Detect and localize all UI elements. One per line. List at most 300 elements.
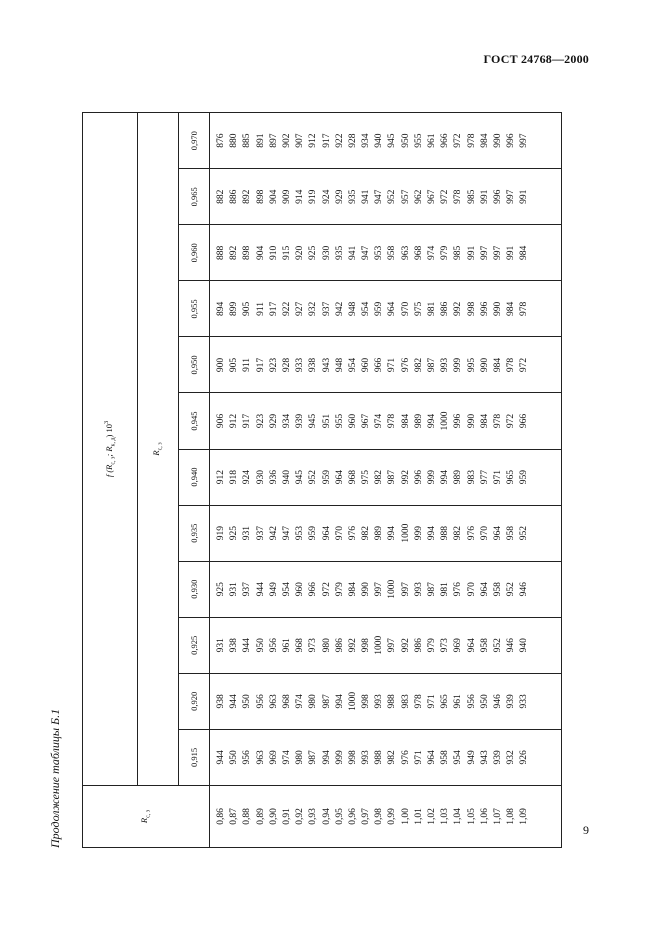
standard-number: ГОСТ 24768—2000 [483, 52, 589, 66]
row-label: 0,92 [295, 808, 306, 825]
table-cell-value: 968 [347, 469, 358, 485]
table-cell-value: 989 [453, 469, 464, 485]
table-cell-value: 912 [216, 469, 226, 485]
table-cell-value: 958 [506, 526, 517, 541]
table-cell-value: 998 [361, 638, 372, 653]
table-cell-value: 943 [479, 750, 490, 765]
row-label: 0,89 [255, 808, 266, 825]
column-header: 0,965 [179, 169, 210, 225]
table-cell-value: 963 [268, 694, 279, 709]
table-cell-value: 987 [308, 750, 319, 765]
table-cell-value: 958 [387, 245, 398, 260]
table-cell-value: 966 [519, 413, 530, 429]
table-cell-value: 917 [321, 133, 332, 148]
table-cell-value: 978 [453, 189, 464, 204]
table-cell-value: 986 [413, 638, 424, 653]
table-cell-value: 982 [361, 526, 372, 541]
table-cell-value: 973 [440, 638, 451, 653]
table-cell-value: 952 [506, 582, 517, 597]
table-cell-value: 917 [242, 413, 253, 429]
table-cell-value: 975 [413, 301, 424, 317]
table-cell-value: 991 [479, 189, 490, 204]
table-cell-value: 972 [506, 413, 517, 429]
table-cell-value: 912 [229, 413, 240, 429]
table-cell-value: 892 [229, 245, 240, 260]
row-label: 0,86 [216, 808, 226, 825]
table-cell-value: 970 [466, 582, 477, 597]
table-cell-value: 980 [295, 750, 306, 765]
table-cell-value: 947 [374, 189, 385, 204]
table-cell-value: 919 [216, 526, 226, 541]
table-cell-value: 987 [427, 357, 437, 373]
table-cell-value: 909 [281, 189, 292, 204]
table-cell-value: 966 [440, 133, 451, 148]
table-cell-value: 974 [374, 413, 385, 429]
table-cell-value: 937 [321, 301, 332, 317]
table-cell-value: 915 [281, 245, 292, 260]
table-cell-value: 946 [506, 638, 517, 653]
table-cell-value: 964 [466, 638, 477, 653]
table-cell-value: 926 [519, 750, 530, 765]
table-cell-value: 984 [492, 357, 503, 373]
table-cell-value: 976 [347, 526, 358, 541]
table-caption: Продолжение таблицы Б.1 [48, 708, 62, 848]
table-cell-value: 972 [321, 582, 332, 597]
table-cell-value: 938 [216, 694, 226, 709]
row-label: 1,07 [492, 808, 503, 825]
table-cell-value: 956 [268, 638, 279, 653]
table-cell-value: 974 [427, 245, 437, 260]
table-cell-value: 1000 [400, 523, 411, 543]
table-cell-value: 946 [519, 582, 530, 597]
row-label: 1,09 [519, 808, 530, 825]
row-label: 0,95 [334, 808, 345, 825]
table-cell-value: 970 [334, 526, 345, 541]
table-cell-value: 978 [506, 357, 517, 373]
table-cell-value: 931 [229, 582, 240, 597]
value-column-cell [210, 393, 562, 449]
table-cell-value: 989 [413, 413, 424, 429]
table-cell-value: 991 [519, 189, 530, 204]
row-label: 1,01 [413, 808, 424, 825]
row-label: 0,91 [281, 808, 292, 825]
row-label: 0,96 [347, 808, 358, 825]
table-cell-value: 886 [229, 189, 240, 204]
table-cell-value: 988 [374, 750, 385, 765]
table-cell-value: 930 [255, 469, 266, 485]
table-cell-value: 981 [427, 301, 437, 317]
value-column-cell [210, 617, 562, 673]
table-cell-value: 944 [216, 750, 226, 765]
table-cell-value: 892 [242, 189, 253, 204]
value-column-cell [210, 225, 562, 281]
table-cell-value: 972 [440, 189, 451, 204]
table-cell-value: 993 [413, 582, 424, 597]
row-label: 0,88 [242, 808, 253, 825]
row-header-cell: $R_{c, з}$ [83, 785, 210, 847]
table-cell-value: 937 [255, 526, 266, 541]
table-cell-value: 979 [334, 582, 345, 597]
table-cell-value: 994 [427, 413, 437, 429]
table-cell-value: 984 [479, 133, 490, 148]
value-column-cell [210, 449, 562, 505]
table-cell-value: 964 [387, 301, 398, 317]
table-cell-value: 996 [506, 133, 517, 148]
table-cell-value: 953 [374, 245, 385, 260]
table-cell-value: 978 [492, 413, 503, 429]
table-cell-value: 984 [347, 582, 358, 597]
table-cell-value: 997 [506, 189, 517, 204]
table-cell-value: 996 [492, 189, 503, 204]
table-cell-value: 987 [321, 694, 332, 709]
table-cell-value: 929 [268, 413, 279, 429]
table-cell-value: 947 [361, 245, 372, 260]
table-cell-value: 964 [427, 750, 437, 765]
table-cell-value: 997 [400, 582, 411, 597]
table-cell-value: 956 [242, 750, 253, 765]
table-cell-value: 968 [281, 694, 292, 709]
table-cell-value: 924 [242, 469, 253, 485]
table-cell-value: 959 [308, 526, 319, 541]
table-cell-value: 944 [229, 694, 240, 709]
table-cell-value: 936 [268, 469, 279, 485]
table-cell-value: 958 [492, 582, 503, 597]
function-header: f ($R_{c, з}$; $R_{к, д}$) $10^3$ [83, 113, 138, 786]
table-cell-value: 971 [427, 694, 437, 709]
table-cell-value: 997 [519, 133, 530, 148]
value-column-cell [210, 561, 562, 617]
table-cell-value: 983 [466, 469, 477, 485]
table-cell-value: 997 [479, 245, 490, 260]
table-cell-value: 950 [400, 133, 411, 148]
table-cell-value: 982 [453, 526, 464, 541]
table-cell-value: 987 [427, 582, 437, 597]
table-cell-value: 984 [519, 245, 530, 260]
table-cell-value: 990 [479, 357, 490, 373]
table-cell-value: 998 [347, 750, 358, 765]
table-cell-value: 964 [334, 469, 345, 485]
table-cell-value: 965 [506, 469, 517, 485]
page-number: 9 [583, 823, 589, 837]
table-cell-value: 964 [479, 582, 490, 597]
table-cell-value: 996 [453, 413, 464, 429]
table-cell-value: 945 [308, 413, 319, 429]
table-cell-value: 976 [453, 582, 464, 597]
row-label: 0,87 [229, 808, 240, 825]
table-cell-value: 966 [374, 357, 385, 373]
table-cell-value: 978 [466, 133, 477, 148]
table-cell-value: 984 [479, 413, 490, 429]
table-cell-value: 928 [347, 133, 358, 148]
table-cell-value: 961 [427, 133, 437, 148]
table-cell-value: 971 [387, 357, 398, 373]
table-cell-value: 939 [492, 750, 503, 765]
table-cell-value: 942 [268, 526, 279, 541]
table-cell-value: 965 [440, 694, 451, 709]
table-cell-value: 923 [268, 357, 279, 373]
table-cell-value: 980 [308, 694, 319, 709]
table-cell-value: 935 [334, 245, 345, 260]
table-cell-value: 956 [255, 694, 266, 709]
table-cell-value: 958 [440, 750, 451, 765]
table-cell-value: 939 [506, 694, 517, 709]
table-cell-value: 950 [242, 694, 253, 709]
table-cell-value: 981 [440, 582, 451, 597]
table-cell-value: 970 [400, 301, 411, 317]
value-column-cell [210, 337, 562, 393]
row-label: 1,02 [427, 808, 437, 825]
table-cell-value: 982 [374, 469, 385, 485]
table-cell-value: 1000 [440, 411, 451, 431]
table-cell-value: 958 [479, 638, 490, 653]
row-labels-cell [210, 785, 562, 847]
table-cell-value: 911 [255, 301, 266, 316]
table-cell-value: 976 [400, 357, 411, 373]
table-cell-value: 919 [308, 189, 319, 204]
table-cell-value: 905 [229, 357, 240, 373]
table-cell-value: 960 [361, 357, 372, 373]
table-cell-value: 973 [308, 638, 319, 653]
row-label: 1,04 [453, 808, 464, 825]
column-header: 0,950 [179, 337, 210, 393]
table-cell-value: 969 [453, 638, 464, 653]
table-cell-value: 984 [400, 413, 411, 429]
column-header: 0,960 [179, 225, 210, 281]
table-cell-value: 987 [387, 469, 398, 485]
table-cell-value: 898 [242, 245, 253, 260]
row-label: 0,94 [321, 808, 332, 825]
table-cell-value: 969 [268, 750, 279, 765]
column-header: 0,930 [179, 561, 210, 617]
row-label: 0,90 [268, 808, 279, 825]
table-cell-value: 951 [321, 413, 332, 429]
table-cell-value: 945 [387, 133, 398, 148]
table-cell-value: 996 [479, 301, 490, 317]
table-cell-value: 934 [361, 133, 372, 148]
table-cell-value: 985 [453, 245, 464, 260]
table-cell-value: 925 [216, 582, 226, 597]
table-cell-value: 953 [295, 526, 306, 541]
table-cell-value: 993 [361, 750, 372, 765]
row-label: 0,98 [374, 808, 385, 825]
table-cell-value: 964 [492, 526, 503, 541]
table-cell-value: 955 [334, 413, 345, 429]
table-cell-value: 960 [347, 413, 358, 429]
table-cell-value: 902 [281, 133, 292, 148]
table-cell-value: 989 [374, 526, 385, 541]
table-cell-value: 992 [400, 469, 411, 485]
table-cell-value: 952 [492, 638, 503, 653]
table-cell-value: 891 [255, 133, 266, 148]
table-cell-value: 946 [492, 694, 503, 709]
table-cell-value: 954 [361, 301, 372, 317]
table-cell-value: 904 [268, 189, 279, 204]
table-cell-value: 939 [295, 413, 306, 429]
table-cell-value: 997 [387, 638, 398, 653]
table-cell-value: 955 [413, 133, 424, 148]
table-cell-value: 933 [519, 694, 530, 709]
row-label: 1,08 [506, 808, 517, 825]
row-label: 1,05 [466, 808, 477, 825]
table-cell-value: 968 [413, 245, 424, 260]
table-cell-value: 914 [295, 189, 306, 204]
table-cell-value: 994 [427, 526, 437, 541]
table-cell-value: 944 [255, 582, 266, 597]
table-cell-value: 885 [242, 133, 253, 148]
table-cell-value: 949 [268, 582, 279, 597]
value-column-cell [210, 169, 562, 225]
table-cell-value: 968 [295, 638, 306, 653]
row-label: 0,97 [361, 808, 372, 825]
table-cell-value: 986 [334, 638, 345, 653]
row-label: 0,99 [387, 808, 398, 825]
table-cell-value: 949 [466, 750, 477, 765]
table-cell-value: 975 [361, 469, 372, 485]
table-cell-value: 994 [387, 526, 398, 541]
table-cell-value: 888 [216, 245, 226, 260]
table-cell-value: 959 [321, 469, 332, 485]
table-cell-value: 950 [229, 750, 240, 765]
row-label: 1,03 [440, 808, 451, 825]
table-cell-value: 907 [295, 133, 306, 148]
value-column-cell [210, 673, 562, 729]
table-cell-value: 941 [361, 189, 372, 204]
table-cell-value: 954 [453, 750, 464, 765]
table-cell-value: 990 [361, 582, 372, 597]
column-header: 0,920 [179, 673, 210, 729]
column-group-header: $R_{c, з}$ [138, 113, 179, 786]
table-cell-value: 991 [506, 245, 517, 260]
table-cell-value: 956 [466, 694, 477, 709]
table-cell-value: 927 [295, 301, 306, 317]
table-cell-value: 971 [413, 750, 424, 765]
table-cell-value: 996 [413, 469, 424, 485]
table-cell-value: 992 [400, 638, 411, 653]
table-cell-value: 897 [268, 133, 279, 148]
table-cell-value: 900 [216, 357, 226, 373]
table-cell-value: 982 [387, 750, 398, 765]
row-label: 1,06 [479, 808, 490, 825]
table-cell-value: 945 [295, 469, 306, 485]
table-cell-value: 948 [347, 301, 358, 317]
data-table [82, 112, 562, 848]
table-cell-value: 961 [453, 694, 464, 709]
table-cell-value: 924 [321, 189, 332, 204]
table-cell-value: 978 [413, 694, 424, 709]
table-cell-value: 967 [427, 189, 437, 204]
table-cell-value: 905 [242, 301, 253, 317]
table-cell-value: 967 [361, 413, 372, 429]
table-cell-value: 990 [466, 413, 477, 429]
table-cell-value: 922 [281, 301, 292, 317]
table-cell-value: 937 [242, 582, 253, 597]
table-cell-value: 997 [374, 582, 385, 597]
table-cell-value: 952 [308, 469, 319, 485]
table-cell-value: 947 [281, 526, 292, 541]
table-cell-value: 954 [347, 357, 358, 373]
table-cell-value: 982 [413, 357, 424, 373]
table-cell-value: 986 [440, 301, 451, 317]
table-cell-value: 999 [427, 469, 437, 485]
table-cell-value: 1000 [374, 635, 385, 655]
table-cell-value: 948 [334, 357, 345, 373]
rotated-table-container [82, 112, 557, 848]
row-label: 0,93 [308, 808, 319, 825]
table-cell-value: 992 [453, 301, 464, 317]
table-cell-value: 876 [216, 133, 226, 148]
table-cell-value: 950 [255, 638, 266, 653]
table-cell-value: 932 [506, 750, 517, 765]
table-cell-value: 980 [321, 638, 332, 653]
table-cell-value: 964 [321, 526, 332, 541]
table-cell-value: 922 [334, 133, 345, 148]
table-cell-value: 994 [334, 694, 345, 709]
column-header: 0,940 [179, 449, 210, 505]
table-cell-value: 962 [413, 189, 424, 204]
table-cell-value: 998 [361, 694, 372, 709]
table-cell-value: 979 [427, 638, 437, 653]
table-cell-value: 938 [308, 357, 319, 373]
table-cell-value: 976 [466, 526, 477, 541]
table-cell-value: 940 [519, 638, 530, 653]
table-cell-value: 977 [479, 469, 490, 485]
table-cell-value: 943 [321, 357, 332, 373]
table-cell-value: 952 [519, 526, 530, 541]
table-cell-value: 923 [255, 413, 266, 429]
table-cell-value: 918 [229, 469, 240, 485]
table-cell-value: 990 [492, 133, 503, 148]
table-cell-value: 988 [440, 526, 451, 541]
column-header: 0,925 [179, 617, 210, 673]
table-cell-value: 993 [374, 694, 385, 709]
table-cell-value: 940 [374, 133, 385, 148]
value-column-cell [210, 113, 562, 169]
table-cell-value: 972 [453, 133, 464, 148]
table-cell-value: 966 [308, 582, 319, 597]
table-cell-value: 959 [519, 469, 530, 485]
table-cell-value: 917 [255, 357, 266, 373]
table-cell-value: 940 [281, 469, 292, 485]
table-cell-value: 974 [281, 750, 292, 765]
table-cell-value: 995 [466, 357, 477, 373]
table-cell-value: 933 [295, 357, 306, 373]
table-cell-value: 942 [334, 301, 345, 317]
value-column-cell [210, 729, 562, 785]
table-cell-value: 950 [479, 694, 490, 709]
table-cell-value: 994 [440, 469, 451, 485]
table-cell-value: 979 [440, 245, 451, 260]
table-cell-value: 899 [229, 301, 240, 317]
column-header: 0,945 [179, 393, 210, 449]
column-header: 0,935 [179, 505, 210, 561]
table-cell-value: 963 [400, 245, 411, 260]
table-cell-value: 999 [453, 357, 464, 373]
table-cell-value: 999 [334, 750, 345, 765]
column-header: 0,970 [179, 113, 210, 169]
table-cell-value: 959 [374, 301, 385, 317]
table-cell-value: 990 [492, 301, 503, 317]
table-cell-value: 929 [334, 189, 345, 204]
table-cell-value: 920 [295, 245, 306, 260]
table-cell-value: 898 [255, 189, 266, 204]
table-cell-value: 988 [387, 694, 398, 709]
table-cell-value: 934 [281, 413, 292, 429]
table-cell-value: 894 [216, 301, 226, 317]
table-cell-value: 906 [216, 413, 226, 429]
table-cell-value: 999 [413, 526, 424, 541]
value-column-cell [210, 505, 562, 561]
column-header: 0,915 [179, 729, 210, 785]
